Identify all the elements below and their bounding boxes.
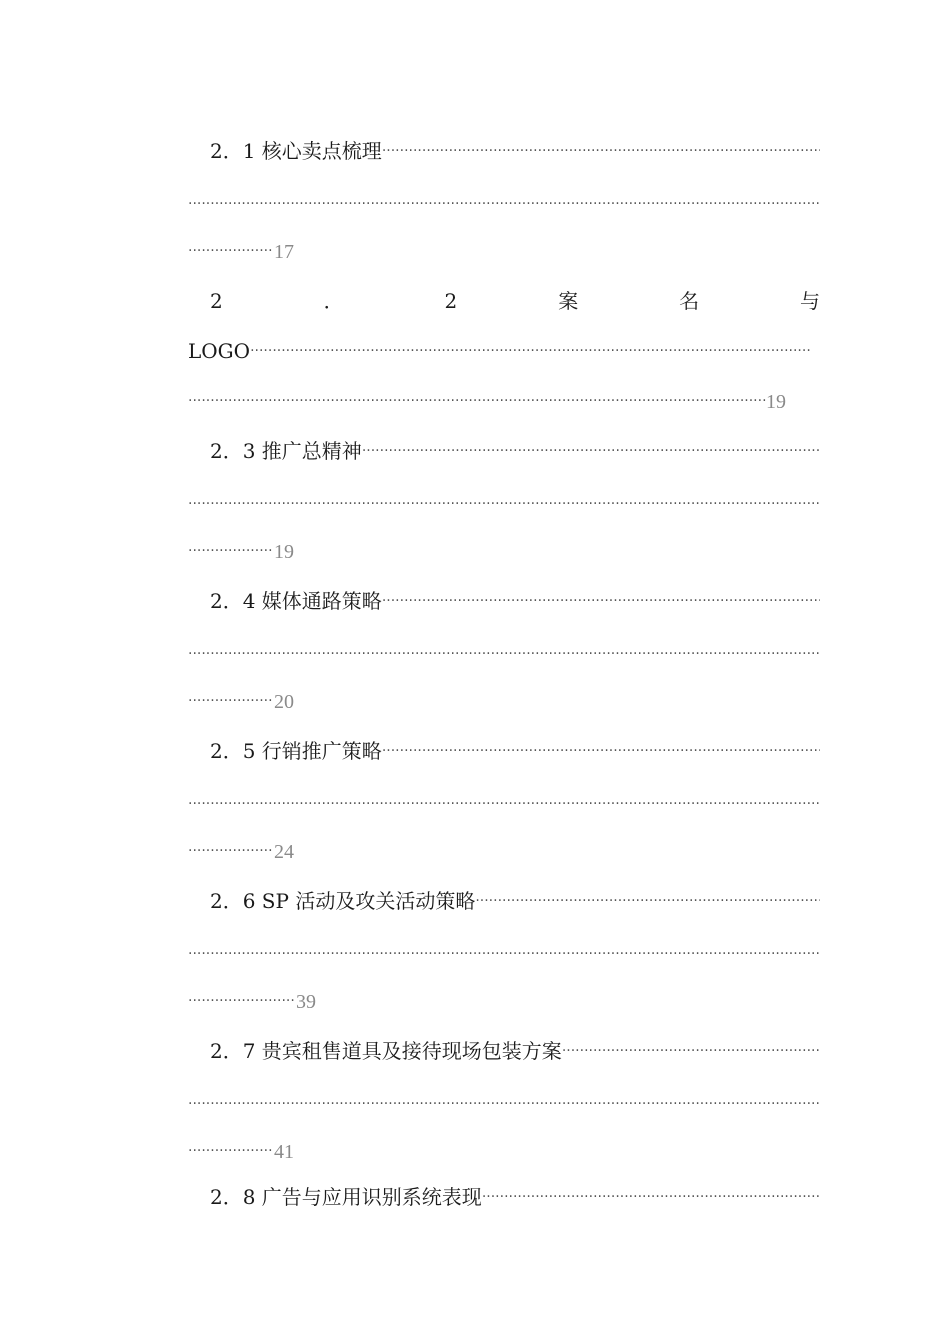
toc-page-number: 19	[766, 391, 786, 413]
toc-label-part: 2	[444, 289, 458, 313]
leader-line	[188, 186, 820, 216]
toc-page-line	[188, 386, 820, 416]
toc-page-line	[188, 536, 820, 566]
leader-dots	[382, 136, 820, 166]
toc-page-number: 24	[274, 841, 294, 863]
leader-line	[188, 1086, 820, 1116]
toc-label-tail: LOGO	[188, 339, 251, 363]
toc-entry-2-7[interactable]	[188, 1036, 820, 1066]
leader-dots	[482, 1182, 820, 1212]
leader-dots	[475, 886, 820, 916]
toc-entry-2-6[interactable]	[188, 886, 820, 916]
toc-entry-2-1[interactable]	[188, 136, 820, 166]
toc-label: 2．7 贵宾租售道具及接待现场包装方案	[210, 1039, 562, 1063]
toc-label-part: 2	[210, 289, 223, 313]
toc-page-number: 17	[274, 241, 294, 263]
leader-line	[188, 636, 820, 666]
toc-entry-2-3[interactable]	[188, 436, 820, 466]
toc-entry-2-2-tail	[188, 336, 820, 366]
toc-entry-2-8[interactable]	[188, 1182, 820, 1212]
toc-label: 2．4 媒体通路策略	[210, 589, 382, 613]
toc-label: 2．3 推广总精神	[210, 439, 362, 463]
toc-label-part: 名	[679, 289, 700, 313]
toc-page-line	[188, 986, 820, 1016]
toc-page-number: 19	[274, 541, 294, 563]
toc-label: 2．8 广告与应用识别系统表现	[210, 1185, 482, 1209]
toc-label: 2．1 核心卖点梳理	[210, 139, 382, 163]
toc-label: 2．5 行销推广策略	[210, 739, 382, 763]
toc-page-number: 41	[274, 1141, 294, 1163]
toc-label-part: 与	[800, 289, 820, 313]
leader-line	[188, 936, 820, 966]
toc-page-number: 39	[296, 991, 316, 1013]
toc-page-line	[188, 236, 820, 266]
leader-dots	[562, 1036, 820, 1066]
leader-dots	[362, 436, 820, 466]
leader-dots	[382, 586, 820, 616]
toc-label: 2．6 SP 活动及攻关活动策略	[210, 889, 476, 913]
leader-line	[188, 786, 820, 816]
leader-dots	[382, 736, 820, 766]
leader-line	[188, 486, 820, 516]
toc-label-part: ．	[323, 289, 344, 313]
toc-page-line	[188, 686, 820, 716]
toc-page-line	[188, 836, 820, 866]
toc-entry-2-5[interactable]	[188, 736, 820, 766]
toc-page-number: 20	[274, 691, 294, 713]
toc-entry-2-4[interactable]	[188, 586, 820, 616]
toc-entry-2-2[interactable]	[188, 286, 820, 316]
toc-label-part: 案	[558, 289, 579, 313]
toc-page-line	[188, 1136, 820, 1166]
